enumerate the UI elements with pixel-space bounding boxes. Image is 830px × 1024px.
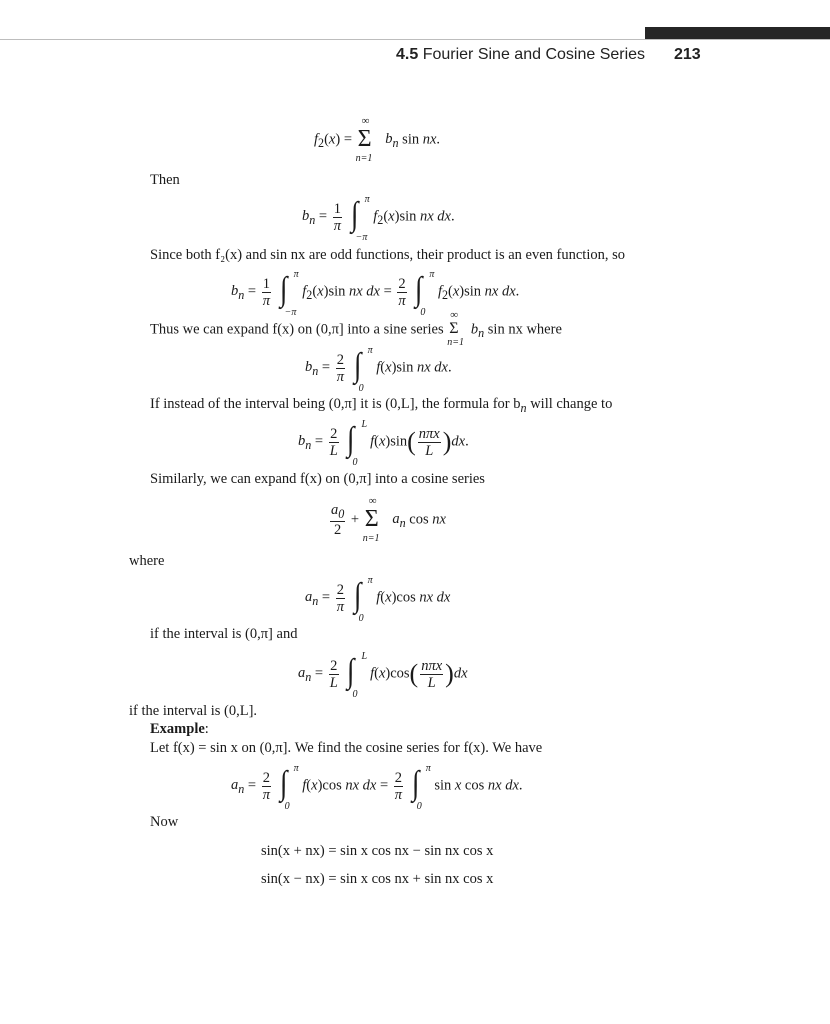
text-let: Let f(x) = sin x on (0,π]. We find the cosine series for f(x). We have: [150, 740, 543, 756]
text-now: Now: [150, 814, 179, 830]
equation-bn-even: $b_n$ = $\frac{1}{\pi}$ ∫ π −π $f_2(x)\sin$ nx dx = $\frac{2}{\pi}$ ∫ π 0 $f_2(x)\sin$ nx dx.: [231, 269, 520, 318]
text-then: Then: [150, 172, 180, 188]
page-number: 213: [674, 46, 701, 63]
equation-an-example: $a_n$ = $\frac{2}{\pi}$ ∫ π 0 f(x)cos nx dx = $\frac{2}{\pi}$ ∫ π 0 sin x cos nx dx.: [231, 763, 523, 812]
text-if-instead: If instead of the interval being (0,π] it is (0,L], the formula for $b_n$ will change to: [150, 396, 613, 415]
text-similarly: Similarly, we can expand f(x) on (0,π] into a cosine series: [150, 471, 485, 487]
text-where: where: [129, 553, 165, 569]
equation-cosine-series: $\frac{a_0}{2}$ + ∞ Σ n=1 $a_n$ cos nx: [331, 495, 446, 544]
section-number: 4.5: [396, 46, 419, 63]
section-title: Fourier Sine and Cosine Series: [422, 46, 646, 63]
equation-bn-sine: $b_n$ = $\frac{2}{\pi}$ ∫ π 0 f(x)sin nx dx.: [305, 345, 452, 394]
text-if-interval-L: if the interval is (0,L].: [129, 703, 258, 719]
equation-f2-series: $f_2(x)$ = ∞ Σ n=1 $b_n$ sin nx.: [314, 115, 441, 164]
text-since-both: Since both f₂(x) and sin nx are odd functions, their product is an even function, so: [150, 247, 625, 263]
running-header: [396, 46, 706, 64]
header-rule: [0, 39, 830, 40]
equation-sin-diff: sin(x − nx) = sin x cos nx + sin nx cos x: [261, 871, 494, 887]
equation-an-pi: $a_n$ = $\frac{2}{\pi}$ ∫ π 0 f(x)cos nx dx: [305, 575, 451, 624]
equation-bn-full: $b_n$ = $\frac{1}{\pi}$ ∫ π −π $f_2(x)\sin$ nx dx.: [302, 194, 455, 243]
text-thus: Thus we can expand f(x) on (0,π] into a sine series ∞ Σ n=1 $b_n$ sin nx where: [150, 309, 562, 348]
equation-sin-sum: sin(x + nx) = sin x cos nx − sin nx cos x: [261, 843, 494, 859]
equation-bn-L: $b_n$ = $\frac{2}{L}$ ∫ L 0 f(x)sin( $\frac{\text{nπx}}{L}$ )dx.: [298, 419, 469, 468]
equation-an-L: $a_n$ = $\frac{2}{L}$ ∫ L 0 f(x)cos( $\frac{\text{nπx}}{L}$ )dx: [298, 651, 468, 700]
text-if-interval-pi: if the interval is (0,π] and: [150, 626, 298, 642]
example-label: Example:: [150, 721, 209, 737]
